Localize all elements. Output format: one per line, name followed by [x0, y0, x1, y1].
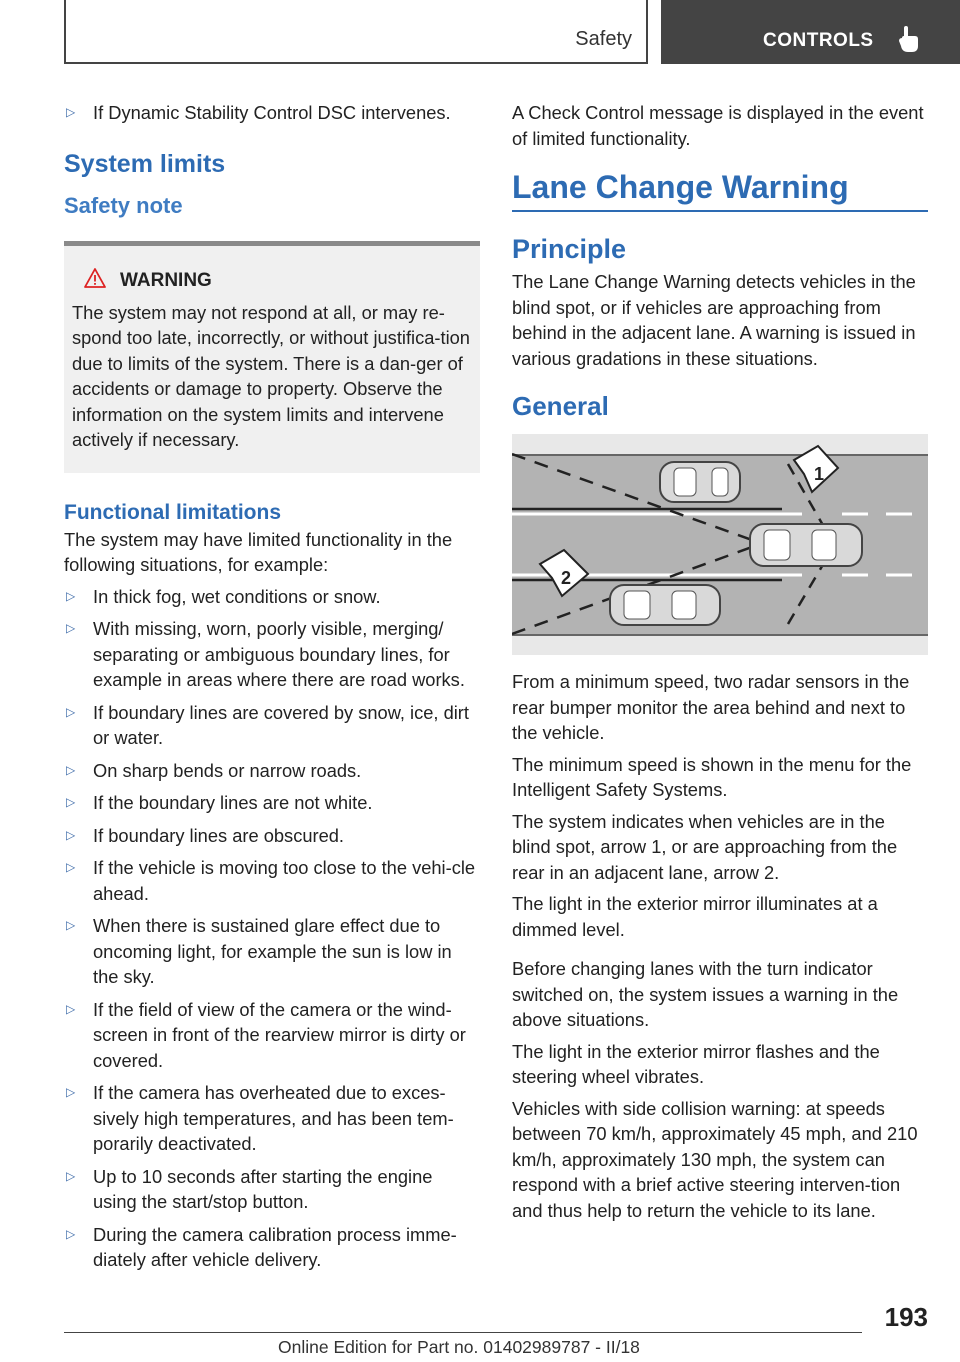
functional-bullet-list	[64, 584, 480, 1273]
triangle-bullet-icon: ▷	[66, 704, 76, 719]
heading-principle: Principle	[512, 234, 627, 264]
heading-safety-note: Safety note	[64, 192, 183, 218]
footer-divider	[64, 1332, 862, 1333]
check-control-text: A Check Control message is displayed in the event of limited functionality.	[512, 102, 924, 149]
triangle-bullet-icon: ▷	[66, 795, 76, 809]
header-section-title: Safety	[575, 28, 632, 50]
list-item: ▷ If the camera has overheated due to exces-sively high temperatures, and has been tem-porarily deactivated.	[66, 1082, 454, 1154]
heading-general: General	[512, 391, 609, 421]
principle-text: The Lane Change Warning detects vehicles in the blind spot, or if vehicles are approaching from behind in the adjacent lane. A warning is issued in various gradations in these situations.	[512, 271, 916, 369]
triangle-bullet-icon: ▷	[66, 1001, 76, 1016]
list-item: ▷ If Dynamic Stability Control DSC intervenes.	[64, 100, 480, 126]
list-item: ▷ If boundary lines are obscured.	[64, 823, 480, 849]
arrow-2-label: 2	[561, 568, 572, 588]
lane-change-illustration	[512, 434, 928, 655]
triangle-bullet-icon: ▷	[66, 1085, 76, 1099]
paragraph: The minimum speed is shown in the menu for the Intelligent Safety Systems.	[512, 753, 912, 800]
car-blind-spot	[660, 462, 740, 502]
list-item: ▷ In thick fog, wet conditions or snow.	[64, 584, 480, 610]
heading-functional-limitations: Functional limitations	[64, 500, 282, 524]
triangle-bullet-icon: ▷	[66, 918, 76, 932]
right-column	[512, 100, 928, 1229]
heading-lane-change-warning: Lane Change Warning	[512, 169, 928, 212]
triangle-bullet-icon: ▷	[66, 762, 76, 777]
triangle-bullet-icon: ▷	[66, 1168, 76, 1183]
warning-box	[64, 241, 480, 473]
list-item: ▷ On sharp bends or narrow roads.	[64, 758, 480, 784]
header-chapter-box	[661, 0, 960, 64]
functional-intro: The system may have limited functionality in the following situations, for example:	[64, 528, 453, 575]
warning-title: WARNING	[84, 268, 470, 294]
list-item: ▷ If boundary lines are covered by snow, ice, dirt or water.	[66, 701, 469, 748]
heading-system-limits: System limits	[64, 149, 226, 178]
paragraph: From a minimum speed, two radar sensors in the rear bumper monitor the area behind and next to the vehicle.	[512, 671, 910, 743]
list-item: ▷ With missing, worn, poorly visible, merging/ separating or ambiguous boundary lines, for example in areas where there are road works.	[66, 618, 465, 690]
paragraph: Before changing lanes with the turn indicator switched on, the system issues a warning in the above situations.	[512, 958, 899, 1030]
list-item: ▷ Up to 10 seconds after starting the engine using the start/stop button.	[66, 1165, 433, 1212]
pointing-hand-icon	[897, 25, 923, 58]
paragraph: The light in the exterior mirror flashes and the steering wheel vibrates.	[512, 1040, 880, 1087]
header-section-box	[64, 0, 648, 64]
header-chapter-title: CONTROLS	[763, 30, 874, 51]
list-item: ▷ If the vehicle is moving too close to the vehi-cle ahead.	[66, 857, 476, 904]
paragraph: The light in the exterior mirror illuminates at a dimmed level.	[512, 893, 878, 940]
triangle-bullet-icon: ▷	[66, 621, 76, 635]
list-item: ▷ If the field of view of the camera or the wind-screen in front of the rearview mirror is dirty or covered.	[66, 998, 466, 1071]
triangle-bullet-icon: ▷	[66, 105, 76, 119]
list-item: ▷ If the boundary lines are not white.	[64, 790, 480, 816]
list-item: ▷ During the camera calibration process imme-diately after vehicle delivery.	[66, 1223, 457, 1270]
warning-text: The system may not respond at all, or may re-spond too late, incorrectly, or without justifica-tion due to limits of the system. There is a dan-ger of accidents or damage to property. Observe the information on the system limits and intervene actively if necessary.	[72, 301, 470, 450]
triangle-bullet-icon: ▷	[66, 588, 76, 603]
left-column	[64, 100, 480, 1280]
page-number: 193	[884, 1302, 928, 1332]
triangle-bullet-icon: ▷	[66, 1226, 76, 1241]
arrow-1-label: 1	[814, 464, 825, 484]
car-approaching	[610, 585, 720, 625]
footer-edition: Online Edition for Part no. 01402989787 - II/18	[278, 1337, 640, 1357]
paragraph: The system indicates when vehicles are in the blind spot, arrow 1, or are approaching from the rear in an adjacent lane, arrow 2.	[512, 810, 898, 883]
car-own-vehicle	[750, 524, 862, 566]
list-item: ▷ When there is sustained glare effect due to oncoming light, for example the sun is low in the sky.	[66, 915, 452, 987]
triangle-bullet-icon: ▷	[66, 827, 76, 842]
triangle-bullet-icon: ▷	[66, 860, 76, 874]
paragraph: Vehicles with side collision warning: at speeds between 70 km/h, approximately 45 mph, and 210 km/h, approximately 130 mph, the system can respond with a brief active steering interven-tion and thus help to return the vehicle to its lane.	[512, 1097, 918, 1221]
warning-triangle-icon	[84, 268, 106, 294]
